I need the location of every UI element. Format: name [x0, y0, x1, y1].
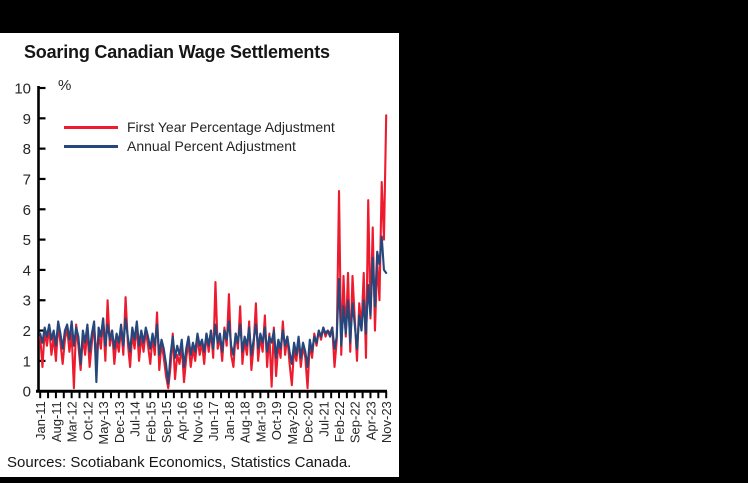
y-tick-label: 1: [22, 353, 31, 371]
x-tick-label: Dec-20: [300, 401, 316, 444]
x-tick-label: Dec-13: [111, 401, 127, 444]
x-tick-label: Jul-14: [127, 401, 143, 437]
y-tick-label: 3: [22, 292, 31, 310]
x-tick-label: Jun-17: [206, 401, 222, 441]
chart-title: Soaring Canadian Wage Settlements: [24, 42, 330, 62]
x-tick-label: Oct-12: [80, 401, 96, 441]
y-tick-label: 8: [22, 141, 31, 159]
legend-label-annual: Annual Percent Adjustment: [127, 138, 296, 154]
y-tick-label: 2: [22, 323, 31, 341]
x-tick-label: Jan-11: [33, 401, 49, 440]
x-tick-label: Nov-23: [379, 401, 395, 444]
wage-settlements-chart: [0, 33, 399, 477]
y-tick-label: 5: [22, 232, 31, 250]
chart-legend: [64, 119, 335, 154]
x-tick-label: Aug-11: [48, 401, 64, 443]
x-tick-label: Aug-18: [237, 401, 253, 444]
x-tick-label: Apr-23: [363, 401, 379, 441]
x-tick-label: Apr-16: [174, 401, 190, 441]
x-tick-label: Jan-18: [221, 401, 237, 441]
y-axis-unit-label: %: [58, 77, 72, 94]
y-tick-label: 4: [22, 262, 31, 280]
x-tick-label: May-20: [284, 401, 300, 445]
x-tick-label: Mar-19: [253, 401, 269, 443]
y-tick-label: 6: [22, 201, 31, 219]
x-tick-label: Oct-19: [269, 401, 285, 441]
x-tick-label: Jul-21: [316, 401, 332, 437]
legend-item-annual: [64, 138, 335, 154]
y-tick-label: 0: [22, 383, 31, 401]
x-tick-label: Mar-12: [64, 401, 80, 443]
x-tick-label: Feb-22: [332, 401, 348, 443]
legend-label-first-year: First Year Percentage Adjustment: [127, 119, 335, 135]
source-note: Sources: Scotiabank Economics, Statistics Canada.: [7, 454, 352, 471]
x-tick-label: May-13: [96, 401, 112, 445]
x-tick-label: Nov-16: [190, 401, 206, 444]
x-tick-label: Feb-15: [143, 401, 159, 443]
x-axis-ticks: [33, 391, 394, 444]
y-tick-label: 10: [14, 80, 31, 98]
legend-item-first-year: [64, 119, 335, 135]
annual-line-swatch: [64, 145, 118, 148]
y-tick-label: 7: [22, 171, 31, 189]
x-tick-label: Sep-22: [347, 401, 363, 444]
y-tick-label: 9: [22, 110, 31, 128]
chart-panel: [0, 33, 399, 477]
first-year-line-swatch: [64, 126, 118, 129]
x-tick-label: Sep-15: [159, 401, 175, 444]
